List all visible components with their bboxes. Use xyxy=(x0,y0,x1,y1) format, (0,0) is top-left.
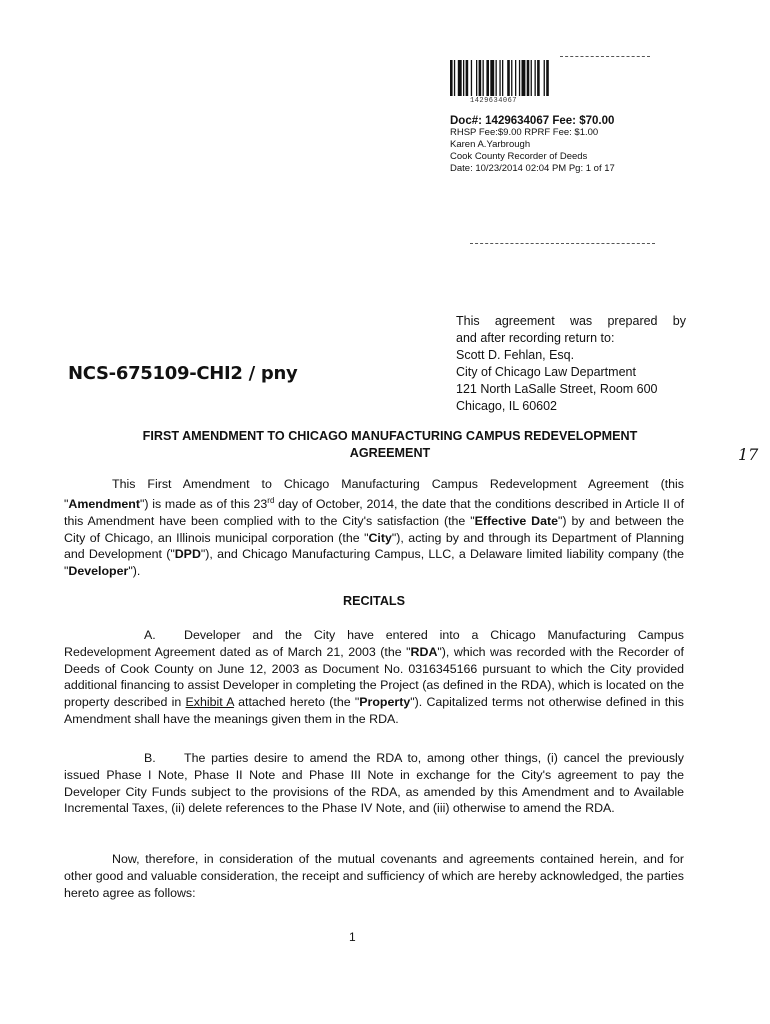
dash-line-bottom xyxy=(470,243,655,244)
barcode-bar xyxy=(490,60,494,96)
barcode-bar xyxy=(546,60,549,96)
barcode-bar xyxy=(499,60,500,96)
recital-b-letter: B. xyxy=(144,751,156,765)
defined-term-developer: Developer xyxy=(68,564,129,579)
barcode-bar xyxy=(483,60,484,96)
barcode-bar xyxy=(486,60,489,96)
title-line-2: AGREEMENT xyxy=(349,446,431,460)
page-number: 1 xyxy=(349,930,356,944)
now-therefore-paragraph: Now, therefore, in consideration of the mutual covenants and agreements contained herein, and for other good and valuable consideration, the receipt and sufficiency of which are hereby acknowledged, the parties hereto agree as follows: xyxy=(64,852,684,900)
barcode-bar xyxy=(450,60,453,96)
preparer-name: Scott D. Fehlan, Esq. xyxy=(456,348,575,362)
doc-number-line: Doc#: 1429634067 Fee: $70.00 xyxy=(450,115,615,127)
title-line-1: FIRST AMENDMENT TO CHICAGO MANUFACTURING CAMPUS REDEVELOPMENT xyxy=(142,429,638,443)
preparer-address: 121 North LaSalle Street, Room 600 xyxy=(456,382,658,396)
defined-term-effective-date: Effective Date xyxy=(474,513,559,528)
barcode-bar xyxy=(511,60,512,96)
rhsp-fee-line: RHSP Fee:$9.00 RPRF Fee: $1.00 xyxy=(450,127,599,138)
barcode-bar xyxy=(515,60,516,96)
barcode-bar xyxy=(531,60,532,96)
defined-term-amendment: Amendment xyxy=(68,496,141,511)
preparer-department: City of Chicago Law Department xyxy=(456,365,636,379)
prepared-line-1: This agreement was prepared by xyxy=(456,314,686,328)
recorder-name: Karen A.Yarbrough xyxy=(450,139,531,150)
preparer-city: Chicago, IL 60602 xyxy=(456,399,558,413)
recital-a: A. Developer and the City have entered into a Chicago Manufacturing Campus Redevelopment Agreement dated as of March 21, 2003 (the "RDA"), which was recorded with the Recorder of Deeds of Cook County on June 12, 2003 as Document No. 0316345166 pursuant to which the City provided additional financing to assist Developer in completing the Project (as defined in the RDA), which is located on the property described in Exhibit A attached hereto (the "Property"). Capitalized terms not otherwise defined in this Amendment shall have the meanings given them in the RDA. xyxy=(64,628,684,726)
recital-a-letter: A. xyxy=(144,628,156,642)
prepared-by-block xyxy=(456,313,686,415)
barcode-bar xyxy=(471,60,472,96)
barcode-bar xyxy=(537,60,540,96)
recorder-office: Cook County Recorder of Deeds xyxy=(450,151,588,162)
recording-stamp xyxy=(450,115,615,175)
prepared-line-2: and after recording return to: xyxy=(456,331,615,345)
barcode-bar xyxy=(527,60,530,96)
barcode-bar xyxy=(522,60,526,96)
barcode-bar xyxy=(507,60,510,96)
defined-term-property: Property xyxy=(359,695,411,710)
defined-term-rda: RDA xyxy=(410,644,438,659)
barcode-bar xyxy=(519,60,520,96)
defined-term-city: City xyxy=(368,530,392,545)
recording-date: Date: 10/23/2014 02:04 PM Pg: 1 of 17 xyxy=(450,163,615,174)
margin-page-count-mark: 17 xyxy=(738,445,759,464)
barcode-bar xyxy=(496,60,497,96)
defined-term-dpd: DPD xyxy=(174,547,201,562)
exhibit-a-link: Exhibit A xyxy=(185,695,234,710)
barcode-bar xyxy=(466,60,469,96)
barcode-bar xyxy=(458,60,462,96)
barcode-bar xyxy=(544,60,545,96)
dash-line-top xyxy=(560,56,650,57)
file-reference: NCS-675109-CHI2 / pny xyxy=(68,363,298,384)
barcode-bar xyxy=(463,60,464,96)
barcode-bar xyxy=(479,60,482,96)
barcode-bar xyxy=(476,60,477,96)
barcode-number: 1429634067 xyxy=(470,97,518,105)
recitals-heading: RECITALS xyxy=(342,594,406,608)
barcode-bar xyxy=(502,60,503,96)
barcode-bar xyxy=(454,60,455,96)
recital-b: B. The parties desire to amend the RDA to, among other things, (i) cancel the previously issued Phase I Note, Phase II Note and Phase III Note in exchange for the City's agreement to pay the Developer City Funds subject to the provisions of the RDA, as amended by this Amendment and to Available Incremental Taxes, (ii) delete references to the Phase IV Note, and (iii) otherwise to amend the RDA. xyxy=(64,751,684,816)
barcode-bar xyxy=(535,60,536,96)
intro-paragraph: This First Amendment to Chicago Manufacturing Campus Redevelopment Agreement (this "Amendment") is made as of this 23rd day of October, 2014, the date that the conditions described in Article II of this Amendment have been complied with to the City's satisfaction (the "Effective Date") by and between the City of Chicago, an Illinois municipal corporation (the "City"), acting by and through its Department of Planning and Development ("DPD"), and Chicago Manufacturing Campus, LLC, a Delaware limited liability company (the "Developer"). xyxy=(64,477,685,579)
document-title xyxy=(110,428,670,462)
